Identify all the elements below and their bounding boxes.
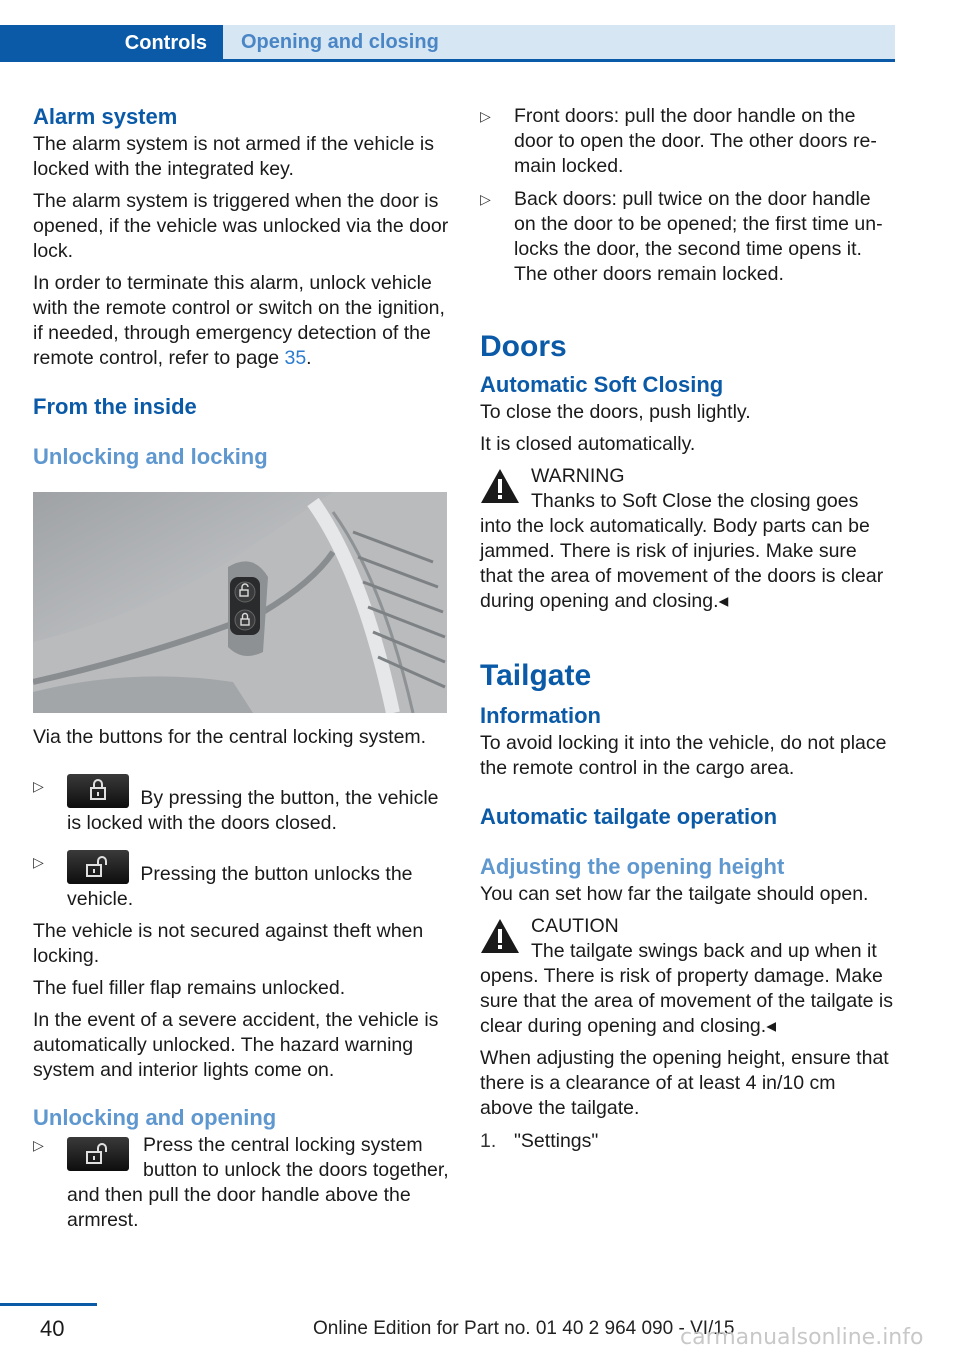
from-inside-heading: From the inside	[33, 394, 197, 419]
alarm-paragraph-2: The alarm system is triggered when the door is opened, if the vehicle was unlocked via the door lock.	[33, 190, 449, 262]
clearance-paragraph: When adjusting the opening height, ensure that there is a clearance of at least 4 in/10 cm above the tailgate.	[480, 1047, 889, 1119]
adjusting-height-paragraph: You can set how far the tailgate should open.	[480, 883, 869, 905]
alarm-heading: Alarm system	[33, 104, 178, 129]
caution-text: The tailgate swings back and up when it opens. There is risk of property damage. Make sure that the area of movement of the tailgate is clear during opening and closing.◂	[480, 940, 893, 1037]
triangle-bullet-icon: ▷	[33, 854, 44, 870]
warning-triangle-icon	[480, 918, 520, 954]
left-column-lower	[33, 725, 449, 1233]
footer-rule	[0, 1303, 97, 1306]
open-bullet-text: Press the central locking system button to unlock the doors together, and then pull the door handle above the armrest.	[67, 1134, 449, 1231]
theft-paragraph: The vehicle is not secured against theft when locking.	[33, 920, 424, 967]
lock-bullet-text: By pressing the button, the vehicle is locked with the doors closed.	[67, 787, 439, 834]
page-reference-link[interactable]: 35	[284, 347, 307, 369]
warning-label: WARNING	[531, 465, 625, 487]
left-column	[33, 104, 449, 470]
soft-closing-heading: Automatic Soft Closing	[480, 372, 724, 397]
triangle-bullet-icon: ▷	[33, 778, 44, 794]
list-item	[480, 104, 894, 179]
back-doors-text: Back doors: pull twice on the door handle on the door to be opened; the first time unlocks the door, the second time opens it. The other doors remain locked.	[514, 188, 883, 285]
list-item	[33, 1133, 449, 1233]
caution-label: CAUTION	[531, 915, 619, 937]
chapter-tab-label: Opening and closing	[241, 31, 439, 53]
caution-notice	[480, 914, 894, 1039]
page-number: 40	[40, 1316, 65, 1341]
chapter-tab[interactable]	[223, 25, 895, 62]
triangle-bullet-icon: ▷	[480, 191, 491, 207]
unlock-button-icon	[67, 850, 129, 884]
alarm-paragraph-3-text: In order to terminate this alarm, unlock vehicle with the remote control or switch on the ignition, if needed, through emergency detection of the remote control, refer to page	[33, 272, 445, 369]
alarm-paragraph-1: The alarm system is not armed if the vehicle is locked with the integrated key.	[33, 133, 434, 180]
photo-caption: Via the buttons for the central locking system.	[33, 726, 427, 748]
list-item	[33, 850, 449, 912]
section-tab-label: Controls	[124, 32, 207, 54]
soft-closing-paragraph-1: To close the doors, push lightly.	[480, 401, 751, 423]
alarm-paragraph-3	[33, 271, 449, 371]
watermark: carmanualsonline.info	[680, 1325, 924, 1350]
triangle-bullet-icon: ▷	[33, 1137, 44, 1153]
list-item	[480, 187, 894, 287]
unlock-button-icon	[67, 1137, 129, 1171]
accident-paragraph: In the event of a severe accident, the vehicle is automatically unlocked. The hazard warning system and interior lights come on.	[33, 1009, 439, 1081]
alarm-paragraph-3-end: .	[306, 347, 312, 369]
list-item	[33, 774, 449, 836]
unlocking-locking-heading: Unlocking and locking	[33, 444, 268, 469]
lock-button-icon	[67, 774, 129, 808]
warning-triangle-icon	[480, 468, 520, 504]
numbered-list-item	[480, 1129, 894, 1154]
front-doors-text: Front doors: pull the door handle on the door to open the door. The other doors remain locked.	[514, 105, 877, 177]
door-buttons-photo	[33, 492, 447, 713]
section-tab[interactable]	[0, 25, 223, 62]
doors-heading: Doors	[480, 330, 567, 363]
triangle-bullet-icon: ▷	[480, 108, 491, 124]
edition-text: Online Edition for Part no. 01 40 2 964 090 - VI/15	[313, 1318, 735, 1339]
fuel-paragraph: The fuel filler flap remains unlocked.	[33, 977, 346, 999]
adjusting-height-heading: Adjusting the opening height	[480, 854, 785, 879]
warning-text: Thanks to Soft Close the closing goes into the lock automatically. Body parts can be jammed. There is risk of injuries. Make sure that the area of movement of the doors is clear during opening and closing.◂	[480, 490, 884, 612]
unlocking-opening-heading: Unlocking and opening	[33, 1105, 277, 1130]
unlock-bullet-text: Pressing the button unlocks the vehicle.	[67, 863, 413, 910]
soft-closing-paragraph-2: It is closed automatically.	[480, 433, 696, 455]
right-column	[480, 104, 894, 1154]
door-panel-illustration	[33, 492, 447, 713]
page-header	[0, 25, 895, 62]
warning-notice	[480, 464, 894, 614]
information-heading: Information	[480, 703, 601, 728]
information-text: To avoid locking it into the vehicle, do not place the remote control in the cargo area.	[480, 732, 887, 779]
tailgate-heading: Tailgate	[480, 659, 592, 692]
step-number: 1.	[480, 1130, 497, 1152]
automatic-tailgate-heading: Automatic tailgate operation	[480, 804, 778, 829]
step-text: "Settings"	[514, 1130, 599, 1152]
